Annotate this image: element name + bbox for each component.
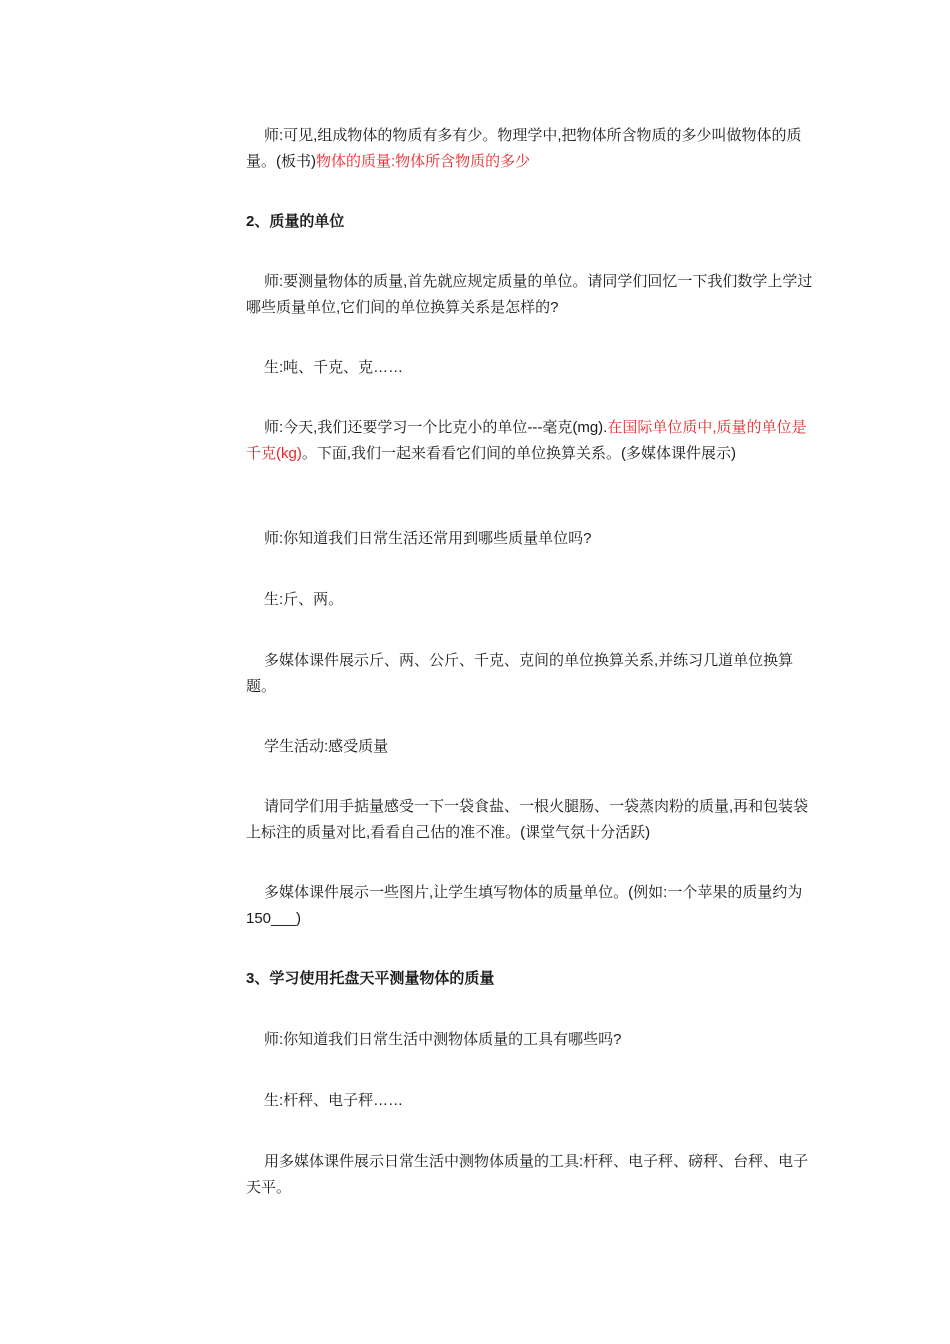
paragraph-teacher-tools: 师:你知道我们日常生活中测物体质量的工具有哪些吗?: [264, 1031, 622, 1048]
paragraph-multimedia-pictures: 多媒体课件展示一些图片,让学生填写物体的质量单位。(例如:一个苹果的质量约为 150___): [246, 884, 803, 927]
paragraph-teacher-daily-units: 师:你知道我们日常生活还常用到哪些质量单位吗?: [264, 530, 592, 547]
paragraph-feel-mass: 请同学们用手掂量感受一下一袋食盐、一根火腿肠、一袋蒸肉粉的质量,再和包装袋上标注的质量对比,看看自己估的准不准。(课堂气氛十分活跃): [246, 798, 809, 841]
paragraph-text: 师:可见,组成物体的物质有多有少。物理学中,把物体所含物质的多少叫做物体的质量。(板书): [246, 127, 802, 170]
heading-mass-units: 2、质量的单位: [246, 213, 345, 230]
paragraph-student-tools: 生:杆秤、电子秤……: [264, 1092, 404, 1109]
paragraph-multimedia-tools: 用多媒体课件展示日常生活中测物体质量的工具:杆秤、电子秤、磅秤、台秤、电子天平。: [246, 1153, 809, 1196]
paragraph-text: 。下面,我们一起来看看它们间的单位换算关系。(多媒体课件展示): [301, 445, 737, 462]
heading-balance: 3、学习使用托盘天平测量物体的质量: [246, 970, 495, 987]
paragraph-student-daily-units: 生:斤、两。: [264, 591, 344, 608]
paragraph-teacher-units: 师:要测量物体的质量,首先就应规定质量的单位。请同学们回忆一下我们数学上学过哪些质量单位,它们间的单位换算关系是怎样的?: [246, 273, 813, 316]
paragraph-milligram: [246, 415, 816, 467]
paragraph-text: 师:今天,我们还要学习一个比克小的单位---毫克(mg).: [264, 419, 608, 436]
paragraph-multimedia-conversion: 多媒体课件展示斤、两、公斤、千克、克间的单位换算关系,并练习几道单位换算题。: [246, 652, 794, 695]
paragraph-student-activity: 学生活动:感受质量: [264, 738, 389, 755]
paragraph-student-units: 生:吨、千克、克……: [264, 359, 404, 376]
highlight-mass-definition: 物体的质量:物体所含物质的多少: [316, 153, 531, 170]
paragraph-mass-definition: [246, 123, 816, 175]
highlight-si-unit: 在国际单位质中,质量的单位是千克(kg): [246, 419, 807, 462]
